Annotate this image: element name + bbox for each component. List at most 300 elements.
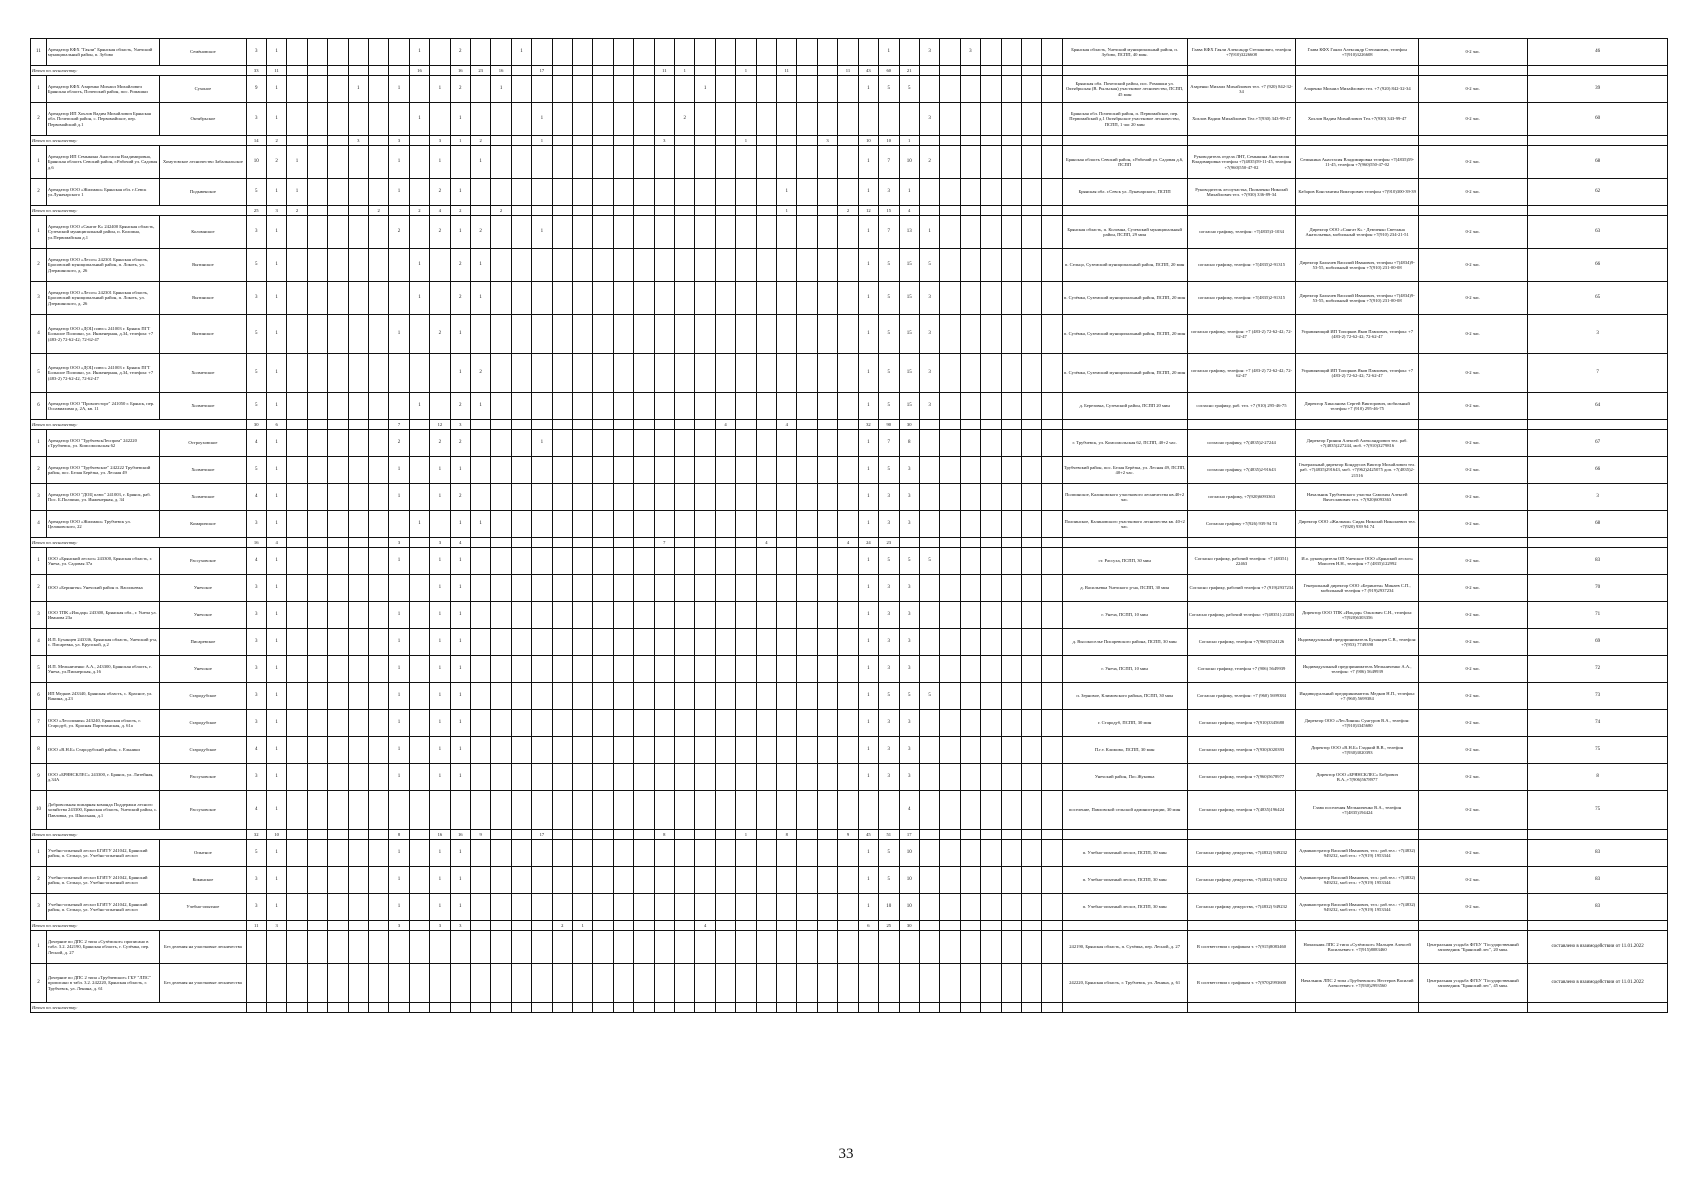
total-cell: [593, 830, 613, 840]
quantity-cell: [491, 867, 511, 894]
total-cell: [695, 66, 715, 76]
quantity-cell: [307, 737, 327, 764]
total-empty-cell: [1527, 66, 1668, 76]
quantity-cell: [368, 548, 388, 575]
quantity-cell: [797, 354, 817, 393]
quantity-cell: [960, 315, 980, 354]
quantity-cell: [328, 146, 348, 179]
location-cell: Брянская область, п. Коломна, Суземский муниципальный район, ПСПП, 29 мин: [1062, 216, 1187, 249]
quantity-cell: [613, 457, 633, 484]
quantity-cell: [715, 867, 735, 894]
quantity-cell: [573, 457, 593, 484]
quantity-cell: [817, 484, 837, 511]
table-row: [31, 216, 1668, 249]
quantity-cell: [675, 249, 695, 282]
location-cell: ст. Рассуха, ПСПП, 30 мин: [1062, 548, 1187, 575]
total-cell: [450, 1003, 470, 1013]
total-cell: [777, 1003, 797, 1013]
quantity-cell: [695, 575, 715, 602]
quantity-cell: [981, 575, 1001, 602]
quantity-cell: [532, 484, 552, 511]
total-cell: 3: [817, 136, 837, 146]
total-cell: [634, 921, 654, 931]
quantity-cell: [613, 737, 633, 764]
quantity-cell: 1: [450, 737, 470, 764]
total-label: Итого по лесничеству:: [31, 66, 247, 76]
total-cell: [715, 830, 735, 840]
quantity-cell: [675, 791, 695, 830]
forestry-cell: Вытинское: [160, 249, 246, 282]
quantity-cell: [838, 602, 858, 629]
forestry-cell: Без деления на участковые лесничества: [160, 931, 246, 964]
total-cell: 4: [715, 420, 735, 430]
location-cell: п. Сузёмка, Суземский муниципальный район, ПСПП, 20 мин: [1062, 315, 1187, 354]
quantity-cell: [1021, 867, 1041, 894]
total-cell: [328, 66, 348, 76]
quantity-cell: [777, 39, 797, 66]
total-row: [31, 420, 1668, 430]
quantity-cell: [981, 457, 1001, 484]
quantity-cell: [715, 249, 735, 282]
total-cell: [777, 538, 797, 548]
quantity-cell: [675, 39, 695, 66]
quantity-cell: 1: [287, 146, 307, 179]
total-empty-cell: [1296, 1003, 1419, 1013]
quantity-cell: 3: [246, 894, 266, 921]
quantity-cell: [328, 548, 348, 575]
total-cell: [491, 830, 511, 840]
page-number: 33: [838, 1146, 854, 1162]
quantity-cell: 1: [450, 179, 470, 206]
total-cell: 9: [470, 830, 490, 840]
total-cell: 4: [899, 206, 919, 216]
quantity-cell: 1: [430, 457, 450, 484]
quantity-cell: [940, 393, 960, 420]
total-empty-cell: [1062, 921, 1187, 931]
readiness-time-cell: 0-2 час.: [1418, 867, 1527, 894]
table-row: [31, 393, 1668, 420]
quantity-cell: [756, 39, 776, 66]
quantity-cell: [1021, 737, 1041, 764]
quantity-cell: [858, 931, 878, 964]
quantity-cell: 1: [266, 683, 286, 710]
total-cell: [797, 1003, 817, 1013]
quantity-cell: [919, 931, 939, 964]
quantity-cell: [1042, 931, 1062, 964]
total-cell: 3: [450, 921, 470, 931]
total-cell: 16: [491, 66, 511, 76]
quantity-cell: 3: [899, 484, 919, 511]
tenant-name-cell: И.П. Буханцев 243336, Брянская область, Унечский р-н, с. Писаревка, ул. Крупской, д.2: [46, 629, 159, 656]
total-cell: [919, 921, 939, 931]
quantity-cell: [756, 683, 776, 710]
quantity-cell: [940, 931, 960, 964]
total-cell: 1: [532, 136, 552, 146]
readiness-time-cell: 0-2 час.: [1418, 656, 1527, 683]
total-cell: [593, 420, 613, 430]
total-cell: [511, 66, 531, 76]
quantity-cell: [409, 710, 429, 737]
total-cell: 3: [266, 921, 286, 931]
quantity-cell: [1042, 602, 1062, 629]
quantity-cell: [409, 840, 429, 867]
distance-cell: 70: [1527, 575, 1668, 602]
distance-cell: 75: [1527, 737, 1668, 764]
quantity-cell: [756, 575, 776, 602]
quantity-cell: 5: [899, 548, 919, 575]
quantity-cell: [695, 216, 715, 249]
quantity-cell: 1: [430, 656, 450, 683]
location-cell: Брянская обл. Почепский район, пос. Ромашки ул. Октябрьская (В. Рыльская) участковое лесничество, ПСПП, 45 мин: [1062, 76, 1187, 103]
quantity-cell: [491, 710, 511, 737]
total-cell: [368, 921, 388, 931]
quantity-cell: 1: [470, 146, 490, 179]
quantity-cell: [1021, 840, 1041, 867]
row-number: 4: [31, 511, 47, 538]
quantity-cell: [307, 656, 327, 683]
quantity-cell: [552, 76, 572, 103]
quantity-cell: 1: [389, 894, 409, 921]
total-cell: 10: [879, 136, 899, 146]
quantity-cell: 1: [858, 354, 878, 393]
quantity-cell: [960, 179, 980, 206]
readiness-time-cell: 0-2 час.: [1418, 282, 1527, 315]
quantity-cell: [532, 894, 552, 921]
total-empty-cell: [1062, 420, 1187, 430]
quantity-cell: [1042, 146, 1062, 179]
quantity-cell: 1: [409, 39, 429, 66]
location-cell: п. Сельцо, Суземский муниципальный район, ПСПП, 20 мин: [1062, 249, 1187, 282]
quantity-cell: 1: [430, 146, 450, 179]
quantity-cell: 2: [450, 393, 470, 420]
quantity-cell: [532, 249, 552, 282]
quantity-cell: [919, 840, 939, 867]
quantity-cell: [573, 764, 593, 791]
total-cell: 25: [246, 206, 266, 216]
quantity-cell: [634, 737, 654, 764]
quantity-cell: 1: [266, 602, 286, 629]
quantity-cell: [470, 764, 490, 791]
quantity-cell: [328, 791, 348, 830]
quantity-cell: [368, 484, 388, 511]
row-number: 2: [31, 964, 47, 1003]
quantity-cell: [573, 282, 593, 315]
quantity-cell: 5: [919, 548, 939, 575]
quantity-cell: 1: [858, 430, 878, 457]
quantity-cell: [675, 484, 695, 511]
quantity-cell: [654, 683, 674, 710]
quantity-cell: [817, 931, 837, 964]
quantity-cell: [287, 249, 307, 282]
total-cell: [1021, 830, 1041, 840]
quantity-cell: [919, 894, 939, 921]
quantity-cell: [1021, 249, 1041, 282]
total-cell: [940, 1003, 960, 1013]
quantity-cell: 10: [879, 894, 899, 921]
total-cell: [675, 538, 695, 548]
quantity-cell: [736, 179, 756, 206]
quantity-cell: 1: [919, 216, 939, 249]
total-cell: [797, 830, 817, 840]
quantity-cell: [817, 315, 837, 354]
quantity-cell: 1: [450, 103, 470, 136]
contact-cell: Согласно графику дежурства, +7(4832) 949232: [1187, 840, 1296, 867]
responsible-cell: Индивидуальный предприниматель Буханцев С.В., телефон: +7(953) 7749398: [1296, 629, 1419, 656]
total-cell: [1001, 921, 1021, 931]
quantity-cell: [470, 840, 490, 867]
quantity-cell: [307, 894, 327, 921]
quantity-cell: 3: [246, 710, 266, 737]
quantity-cell: [470, 710, 490, 737]
quantity-cell: [715, 602, 735, 629]
total-empty-cell: [1296, 921, 1419, 931]
quantity-cell: 1: [430, 764, 450, 791]
forestry-cell: Вытинское: [160, 315, 246, 354]
distance-cell: 71: [1527, 602, 1668, 629]
contact-cell: Согласно графику, телефон +7(960)5678977: [1187, 764, 1296, 791]
quantity-cell: [532, 76, 552, 103]
quantity-cell: [756, 393, 776, 420]
quantity-cell: [960, 791, 980, 830]
quantity-cell: [736, 146, 756, 179]
location-cell: Унечский район, Пос.Жуковка: [1062, 764, 1187, 791]
quantity-cell: [328, 683, 348, 710]
total-empty-cell: [1527, 136, 1668, 146]
quantity-cell: [491, 103, 511, 136]
total-cell: [797, 420, 817, 430]
quantity-cell: [695, 548, 715, 575]
quantity-cell: [307, 484, 327, 511]
readiness-time-cell: 0-2 час.: [1418, 393, 1527, 420]
quantity-cell: 5: [879, 457, 899, 484]
quantity-cell: [879, 103, 899, 136]
quantity-cell: 3: [899, 764, 919, 791]
table-row: [31, 430, 1668, 457]
quantity-cell: 1: [389, 710, 409, 737]
quantity-cell: [817, 764, 837, 791]
quantity-cell: [838, 964, 858, 1003]
quantity-cell: 1: [430, 867, 450, 894]
quantity-cell: [736, 282, 756, 315]
quantity-cell: [552, 629, 572, 656]
quantity-cell: [777, 764, 797, 791]
quantity-cell: [409, 216, 429, 249]
total-cell: [1021, 1003, 1041, 1013]
quantity-cell: [1042, 216, 1062, 249]
responsible-cell: И.о. руководителя ОП Унечское ООО «Брянский лесхоз» Моисеев Н.Н., телефон +7 (4835)122992: [1296, 548, 1419, 575]
quantity-cell: [307, 629, 327, 656]
quantity-cell: [287, 315, 307, 354]
quantity-cell: [328, 249, 348, 282]
quantity-cell: [695, 764, 715, 791]
quantity-cell: 1: [450, 354, 470, 393]
quantity-cell: [797, 146, 817, 179]
quantity-cell: 1: [858, 894, 878, 921]
quantity-cell: [511, 629, 531, 656]
quantity-cell: [1021, 179, 1041, 206]
quantity-cell: 1: [389, 840, 409, 867]
total-empty-cell: [1418, 136, 1527, 146]
total-cell: [368, 136, 388, 146]
quantity-cell: [899, 39, 919, 66]
quantity-cell: 3: [246, 629, 266, 656]
quantity-cell: [307, 430, 327, 457]
total-cell: 11: [654, 66, 674, 76]
quantity-cell: [675, 511, 695, 538]
quantity-cell: [1042, 430, 1062, 457]
contact-cell: Согласно графику, рабочий телефон +7 (919)2937234: [1187, 575, 1296, 602]
location-cell: г. Стародуб, ПСПП, 30 мин: [1062, 710, 1187, 737]
quantity-cell: [348, 393, 368, 420]
quantity-cell: [675, 894, 695, 921]
forestry-cell: Опытное: [160, 840, 246, 867]
total-cell: 11: [246, 921, 266, 931]
responsible-cell: Азаренко Михаил Михайлович тел. +7 (920) 842-32-34: [1296, 76, 1419, 103]
quantity-cell: [307, 710, 327, 737]
quantity-cell: [552, 710, 572, 737]
quantity-cell: [1042, 103, 1062, 136]
quantity-cell: [960, 964, 980, 1003]
quantity-cell: [1001, 548, 1021, 575]
contact-cell: Глава КФХ Гаяли Александр Степанович, телефон +7(910)3226608: [1187, 39, 1296, 66]
quantity-cell: [430, 282, 450, 315]
quantity-cell: [919, 791, 939, 830]
quantity-cell: 4: [899, 791, 919, 830]
quantity-cell: [838, 457, 858, 484]
quantity-cell: [940, 430, 960, 457]
quantity-cell: [756, 146, 776, 179]
responsible-cell: Начальник ЛПС 2 типа «Трубчевское» Нестеров Василий Алексеевич т. +7(930)2993560: [1296, 964, 1419, 1003]
quantity-cell: 1: [430, 76, 450, 103]
total-cell: [348, 206, 368, 216]
total-cell: [409, 538, 429, 548]
quantity-cell: [960, 249, 980, 282]
quantity-cell: 1: [450, 683, 470, 710]
quantity-cell: 1: [430, 602, 450, 629]
location-cell: 242190, Брянская область, п. Сузёмка, пер. Лесной, д. 27: [1062, 931, 1187, 964]
total-cell: [511, 1003, 531, 1013]
contact-cell: согласно графику, +7(4835)2-91643: [1187, 457, 1296, 484]
quantity-cell: [573, 629, 593, 656]
total-cell: [919, 66, 939, 76]
responsible-cell: Хохлов Вадим Михайлович Тел.+7(930) 343-99-47: [1296, 103, 1419, 136]
quantity-cell: [654, 76, 674, 103]
total-empty-cell: [1527, 538, 1668, 548]
total-cell: 43: [858, 66, 878, 76]
quantity-cell: [940, 683, 960, 710]
quantity-cell: [634, 354, 654, 393]
quantity-cell: 15: [899, 282, 919, 315]
tenant-name-cell: Арендатор ООО «Жилмаш» Трубчевск ул. Целиковского, 22: [46, 511, 159, 538]
quantity-cell: [470, 737, 490, 764]
total-cell: [960, 830, 980, 840]
quantity-cell: [634, 103, 654, 136]
total-cell: [940, 206, 960, 216]
tenant-name-cell: Арендатор ООО «Жилмаш» Брянская обл. г.Севск ул.Луначарского 1: [46, 179, 159, 206]
total-cell: 21: [899, 66, 919, 76]
total-cell: [287, 921, 307, 931]
quantity-cell: [634, 393, 654, 420]
quantity-cell: [1042, 548, 1062, 575]
quantity-cell: [307, 282, 327, 315]
total-cell: [511, 420, 531, 430]
quantity-cell: [715, 393, 735, 420]
total-row: [31, 921, 1668, 931]
total-cell: [817, 538, 837, 548]
quantity-cell: [593, 457, 613, 484]
quantity-cell: [470, 575, 490, 602]
quantity-cell: 4: [246, 484, 266, 511]
readiness-time-cell: 0-2 час.: [1418, 511, 1527, 538]
quantity-cell: [593, 179, 613, 206]
quantity-cell: [613, 548, 633, 575]
total-cell: 32: [858, 420, 878, 430]
quantity-cell: [348, 764, 368, 791]
quantity-cell: [409, 315, 429, 354]
quantity-cell: [532, 602, 552, 629]
quantity-cell: 1: [450, 894, 470, 921]
quantity-cell: [960, 575, 980, 602]
quantity-cell: [470, 867, 490, 894]
total-cell: [491, 136, 511, 146]
quantity-cell: [613, 179, 633, 206]
quantity-cell: [879, 931, 899, 964]
quantity-cell: [348, 791, 368, 830]
quantity-cell: [613, 484, 633, 511]
quantity-cell: 1: [266, 511, 286, 538]
quantity-cell: [511, 964, 531, 1003]
quantity-cell: [797, 484, 817, 511]
quantity-cell: [511, 791, 531, 830]
row-number: 3: [31, 602, 47, 629]
quantity-cell: [981, 76, 1001, 103]
total-cell: 11: [838, 66, 858, 76]
distance-cell: 72: [1527, 656, 1668, 683]
quantity-cell: [409, 737, 429, 764]
quantity-cell: [307, 791, 327, 830]
quantity-cell: [756, 548, 776, 575]
total-label: Итого по лесничеству:: [31, 921, 247, 931]
responsible-cell: Генеральный директор ООО «Беринген» Минаев С.П., мобильный телефон +7 (919)2937234: [1296, 575, 1419, 602]
quantity-cell: [287, 575, 307, 602]
table-row: [31, 103, 1668, 136]
quantity-cell: [695, 430, 715, 457]
total-cell: 25: [879, 921, 899, 931]
total-cell: [532, 420, 552, 430]
quantity-cell: [1042, 511, 1062, 538]
responsible-cell: Начальник Трубчевского участка Самохин Алексей Вячеславович тел. +7(920)6093363: [1296, 484, 1419, 511]
quantity-cell: [552, 179, 572, 206]
quantity-cell: [573, 393, 593, 420]
quantity-cell: 5: [879, 354, 899, 393]
quantity-cell: [511, 894, 531, 921]
total-cell: [736, 538, 756, 548]
readiness-time-cell: 0-2 час.: [1418, 683, 1527, 710]
quantity-cell: [613, 764, 633, 791]
quantity-cell: [532, 764, 552, 791]
responsible-cell: Директор Балычев Василий Иванович, телефон +7(4834)9-53-55, мобильный телефон +7(910) 231-00-08: [1296, 282, 1419, 315]
total-cell: [695, 136, 715, 146]
total-empty-cell: [1527, 921, 1668, 931]
quantity-cell: [777, 430, 797, 457]
quantity-cell: 1: [470, 511, 490, 538]
quantity-cell: [1042, 575, 1062, 602]
quantity-cell: 1: [266, 548, 286, 575]
quantity-cell: [328, 737, 348, 764]
quantity-cell: [940, 103, 960, 136]
quantity-cell: [593, 39, 613, 66]
quantity-cell: [409, 548, 429, 575]
